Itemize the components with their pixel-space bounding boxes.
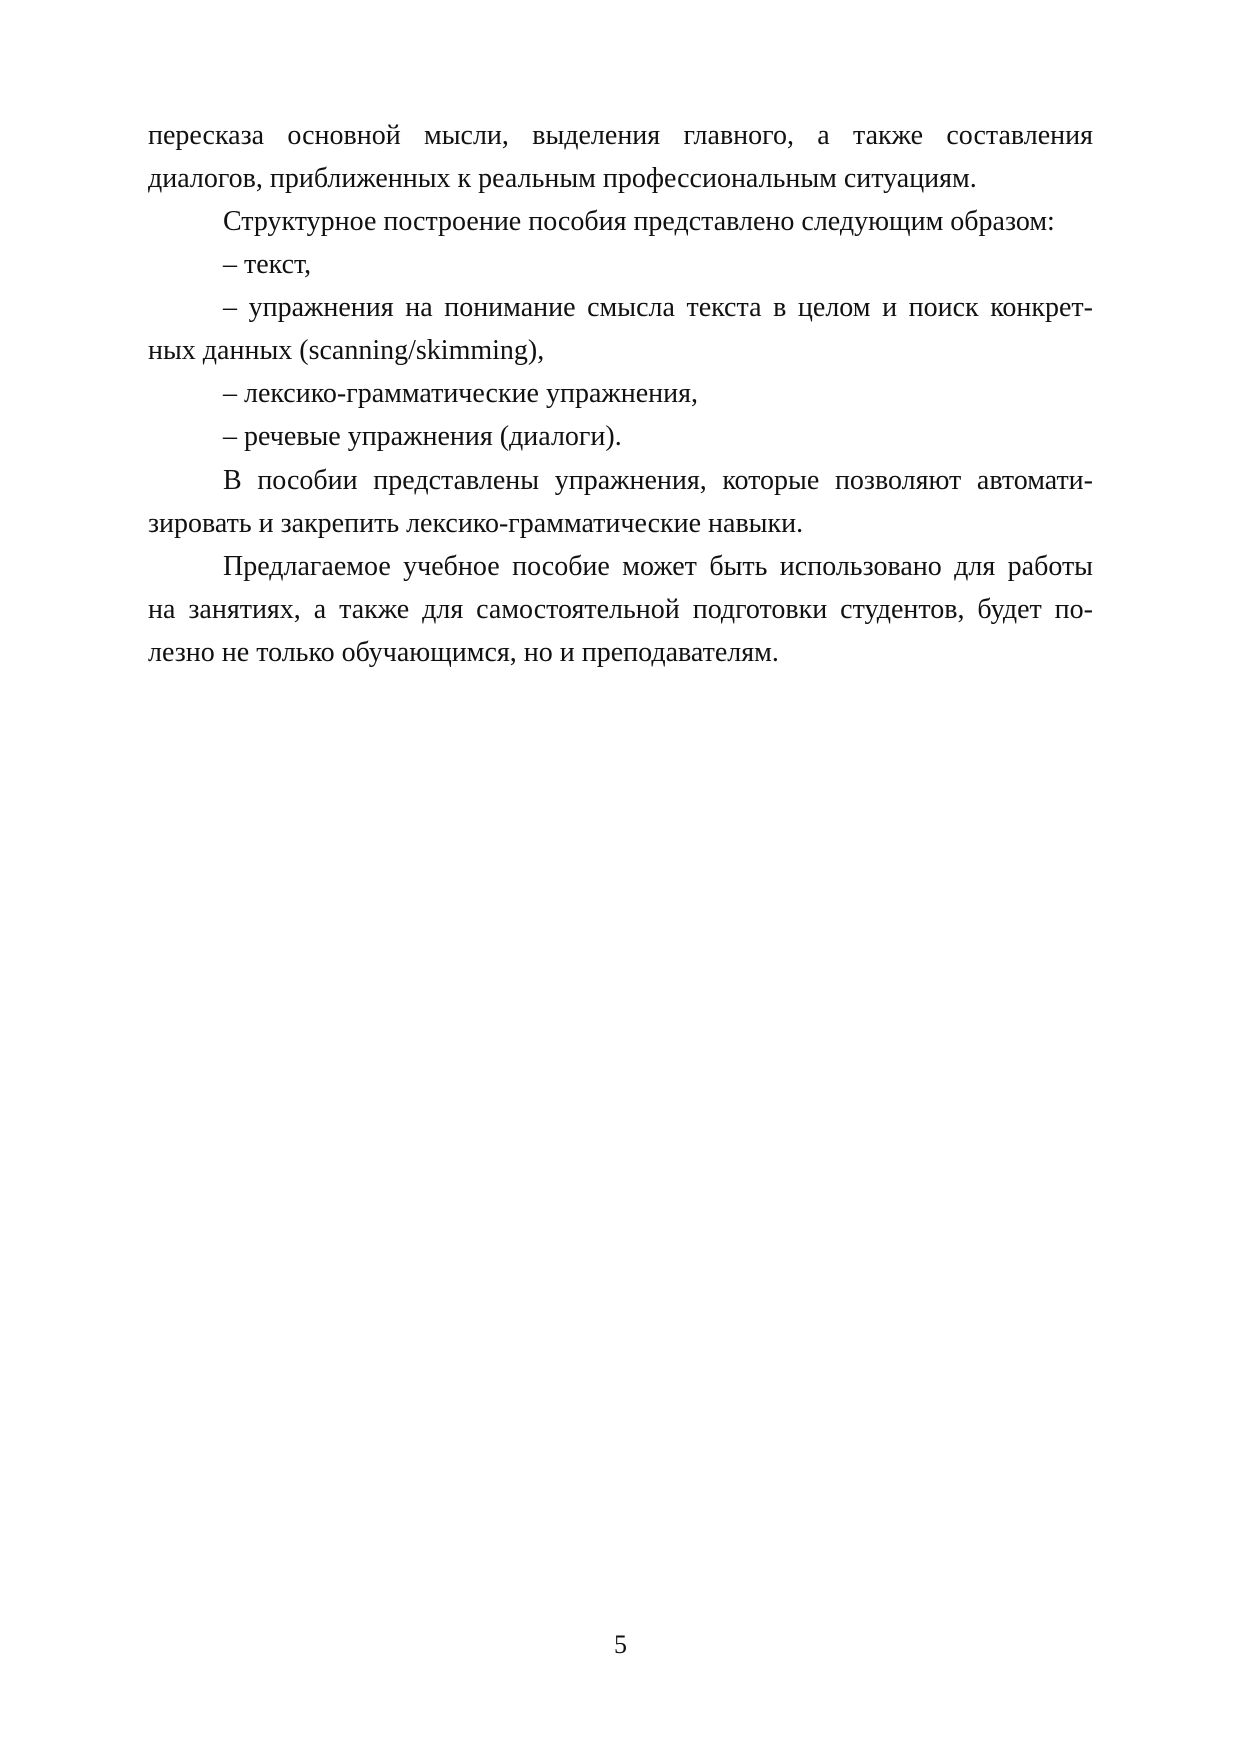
text-line: пересказа основной мысли, выделения главного, а также составления [148,120,1093,151]
text-line: лезно не только обучающимся, но и преподавателям. [148,637,779,668]
text-line: – текст, [223,249,312,280]
text-line: ных данных (scanning/skimming), [148,335,545,366]
text-line: Структурное построение пособия представлено следующим образом: [223,206,1055,237]
text-line: – лексико-грамматические упражнения, [223,378,698,409]
text-line: зировать и закрепить лексико-грамматические навыки. [148,508,804,539]
text-line: В пособии представлены упражнения, которые позволяют автомати- [223,465,1093,496]
text-line: – упражнения на понимание смысла текста в целом и поиск конкрет- [223,292,1093,323]
text-line: Предлагаемое учебное пособие может быть использовано для работы [223,551,1093,582]
text-line: на занятиях, а также для самостоятельной подготовки студентов, будет по- [148,594,1093,625]
text-line: диалогов, приближенных к реальным профессиональным ситуациям. [148,163,977,194]
text-line: – речевые упражнения (диалоги). [223,421,622,452]
page-number: 5 [614,1630,627,1659]
